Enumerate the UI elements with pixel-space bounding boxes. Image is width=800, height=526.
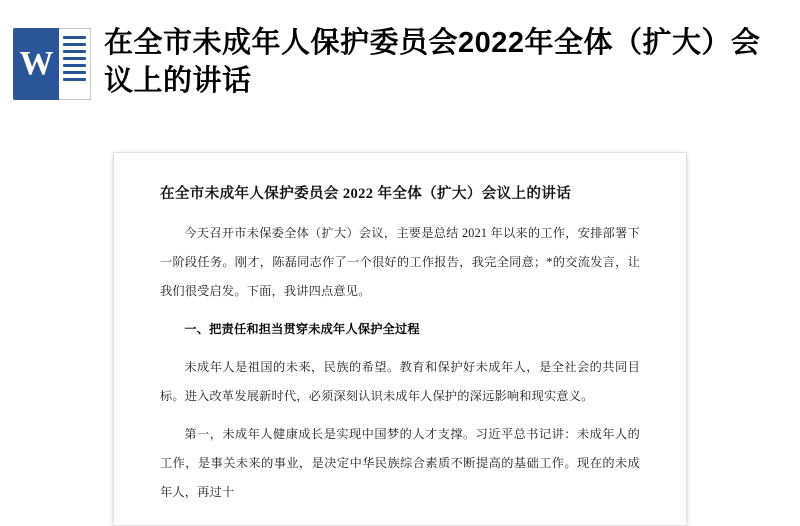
document-heading: 在全市未成年人保护委员会 2022 年全体（扩大）会议上的讲话 <box>160 186 572 202</box>
document-paragraph: 第一，未成年人健康成长是实现中国梦的人才支撑。习近平总书记讲：未成年人的工作，是事关未来的事业，是决定中华民族综合素质不断提高的基础工作。现在的未成年人，再过十 <box>160 427 640 499</box>
word-icon-line <box>63 78 86 81</box>
document-paragraph: 未成年人是祖国的未来，民族的希望。教育和保护好未成年人，是全社会的共同目标。进入改革发展新时代，必须深刻认识未成年人保护的深远影响和现实意义。 <box>160 360 640 403</box>
word-icon-blue-panel <box>13 28 59 100</box>
word-icon-line <box>63 50 86 53</box>
word-icon-line <box>63 57 86 60</box>
document-header <box>0 0 800 148</box>
word-icon-container <box>0 24 104 100</box>
word-icon-line <box>63 71 86 74</box>
word-icon-line <box>63 64 86 67</box>
document-page[interactable] <box>113 152 687 526</box>
word-icon-line <box>63 36 86 39</box>
word-icon-letter: W <box>19 45 53 82</box>
document-preview-area <box>0 148 800 526</box>
word-document-icon <box>13 28 91 100</box>
word-icon-line <box>63 43 86 46</box>
page-title: 在全市未成年人保护委员会2022年全体（扩大）会议上的讲话 <box>104 27 761 97</box>
document-paragraph: 今天召开市未保委全体（扩大）会议，主要是总结 2021 年以来的工作，安排部署下一阶段任务。刚才，陈磊同志作了一个很好的工作报告，我完全同意；*的交流发言，让我们很受启发。下面，我讲四点意见。 <box>160 226 640 298</box>
document-section-heading: 一、把责任和担当贯穿未成年人保护全过程 <box>184 322 420 336</box>
word-icon-page-lines <box>59 28 91 100</box>
